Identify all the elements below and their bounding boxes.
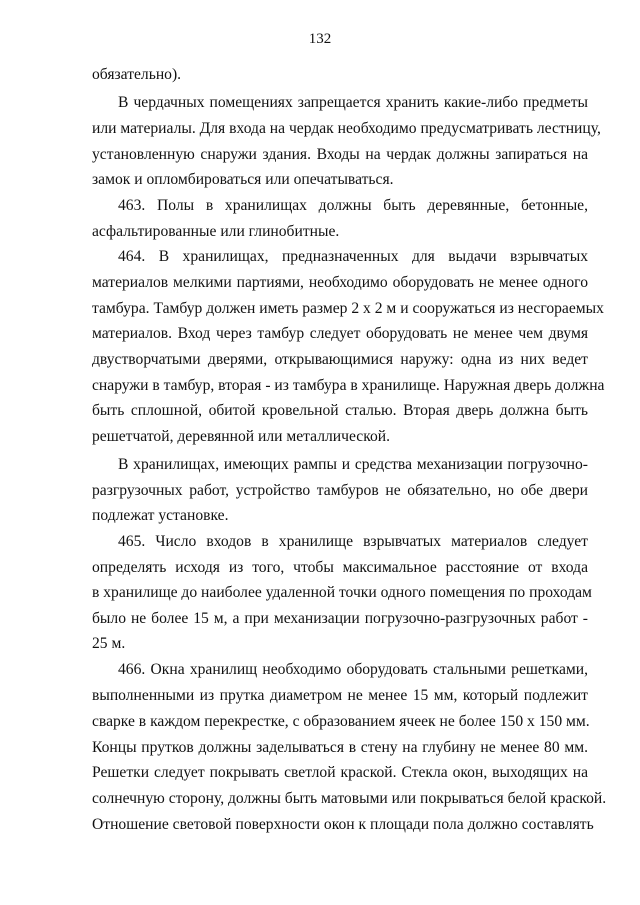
text-line: Отношение световой поверхности окон к площади пола должно составлять xyxy=(92,816,594,833)
text-line: или материалы. Для входа на чердак необходимо предусматривать лестницу, xyxy=(92,120,601,137)
text-line: было не более 15 м, а при механизации погрузочно-разгрузочных работ - xyxy=(92,610,588,627)
text-line: тамбура. Тамбур должен иметь размер 2 х 2 м и сооружаться из несгораемых xyxy=(92,300,604,317)
text-line: Концы прутков должны заделываться в стену на глубину не менее 80 мм. xyxy=(92,739,588,756)
text-line: Решетки следует покрывать светлой краской. Стекла окон, выходящих на xyxy=(92,764,588,781)
text-line: подлежат установке. xyxy=(92,507,229,524)
text-line: В чердачных помещениях запрещается хранить какие-либо предметы xyxy=(118,94,588,111)
text-line: В хранилищах, имеющих рампы и средства механизации погрузочно- xyxy=(118,456,588,473)
text-line: 463. Полы в хранилищах должны быть деревянные, бетонные, xyxy=(118,197,588,214)
text-line: решетчатой, деревянной или металлической. xyxy=(92,428,391,445)
text-line: выполненными из прутка диаметром не менее 15 мм, который подлежит xyxy=(92,687,588,704)
page-number: 132 xyxy=(308,31,332,47)
text-line: 25 м. xyxy=(92,635,126,652)
text-line: снаружи в тамбур, вторая - из тамбура в хранилище. Наружная дверь должна xyxy=(92,377,605,394)
text-line: двустворчатыми дверями, открывающимися наружу: одна из них ведет xyxy=(92,351,588,368)
text-line: солнечную сторону, должны быть матовыми или покрываться белой краской. xyxy=(92,790,607,807)
text-line: материалов мелкими партиями, необходимо оборудовать не менее одного xyxy=(92,274,588,291)
text-line: асфальтированные или глинобитные. xyxy=(92,223,340,240)
text-line: материалов. Вход через тамбур следует оборудовать не менее чем двумя xyxy=(92,325,588,342)
text-line: определять исходя из того, чтобы максимальное расстояние от входа xyxy=(92,559,588,576)
text-line: установленную снаружи здания. Входы на чердак должны запираться на xyxy=(92,146,588,163)
text-line: сварке в каждом перекрестке, с образованием ячеек не более 150 х 150 мм. xyxy=(92,713,590,730)
text-line: 466. Окна хранилищ необходимо оборудовать стальными решетками, xyxy=(118,661,588,678)
text-line: 464. В хранилищах, предназначенных для выдачи взрывчатых xyxy=(118,248,588,265)
text-line: разгрузочных работ, устройство тамбуров не обязательно, но обе двери xyxy=(92,482,588,499)
text-line: замок и опломбироваться или опечатываться. xyxy=(92,171,394,188)
text-line: обязательно). xyxy=(92,66,182,83)
text-line: в хранилище до наиболее удаленной точки одного помещения по проходам xyxy=(92,584,592,601)
text-line: 465. Число входов в хранилище взрывчатых материалов следует xyxy=(118,533,588,550)
text-line: быть сплошной, обитой кровельной сталью. Вторая дверь должна быть xyxy=(92,402,588,419)
